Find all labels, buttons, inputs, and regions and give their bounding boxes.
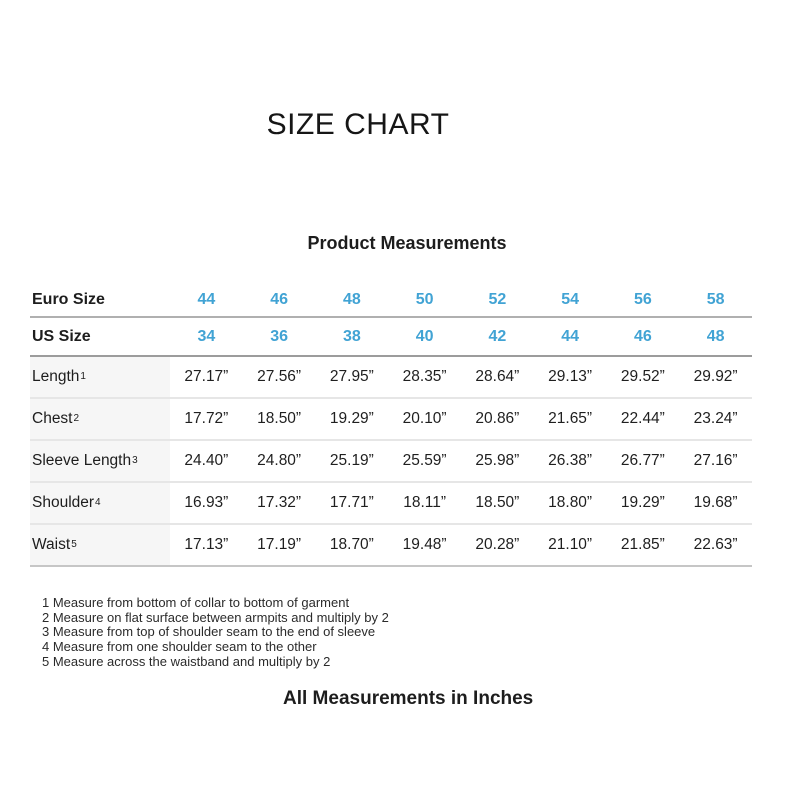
footnote-line: 1 Measure from bottom of collar to bottom of garment [42,595,350,610]
length-value: 27.56” [257,368,302,385]
page-title: SIZE CHART [266,108,450,141]
table-row-waist [30,525,752,567]
us-size-value: 38 [342,327,361,345]
waist-value: 21.85” [620,536,665,553]
sleeve-length-value: 25.19” [329,452,374,469]
waist-value: 19.48” [402,536,447,553]
euro-size-value: 46 [270,290,289,308]
row-label-text: Waist [32,536,71,553]
chest-value: 21.65” [548,410,593,427]
length-value: 29.92” [693,368,738,385]
us-size-value: 46 [633,327,652,345]
table-row-us-size [30,318,752,357]
us-size-value: 48 [706,327,725,345]
footnote-line: 2 Measure on flat surface between armpits and multiply by 2 [42,609,389,625]
euro-size-value: 52 [488,290,507,308]
shoulder-value: 17.32” [257,494,302,511]
sleeve-length-value: 26.38” [548,452,593,469]
table-row-euro-size [30,283,752,318]
euro-size-value: 56 [633,290,652,308]
row-label-euro-size: Euro Size [32,290,105,308]
table-row-chest [30,399,752,441]
shoulder-value: 18.50” [475,494,520,511]
us-size-value: 42 [488,327,507,345]
table-subtitle: Product Measurements [307,233,507,253]
measurement-footnotes [42,596,389,670]
length-value: 29.13” [548,368,593,385]
row-label-text: Sleeve Length [32,452,132,469]
row-label-us-size: US Size [32,327,91,345]
row-label-length: Length 1 [30,357,170,397]
footnote-line: 5 Measure across the waistband and multiply by 2 [42,653,331,669]
row-label-shoulder: Shoulder 4 [30,483,170,523]
waist-value: 21.10” [548,536,593,553]
euro-size-value: 44 [197,290,216,308]
chest-value: 20.10” [402,410,447,427]
chest-value: 18.50” [257,410,302,427]
length-value: 28.35” [402,368,447,385]
us-size-value: 44 [561,327,580,345]
shoulder-value: 18.80” [548,494,593,511]
sleeve-length-value: 24.40” [184,452,229,469]
row-label-text: Shoulder [32,494,95,511]
row-label-text: Chest [32,410,73,427]
us-size-value: 36 [270,327,289,345]
footnote-line: 4 Measure from one shoulder seam to the other [42,639,317,655]
euro-size-value: 54 [561,290,580,308]
euro-size-value: 50 [415,290,434,308]
shoulder-value: 16.93” [184,494,229,511]
chest-value: 22.44” [620,410,665,427]
shoulder-value: 19.29” [620,494,665,511]
shoulder-value: 19.68” [693,494,738,511]
shoulder-value: 18.11” [403,494,447,511]
length-value: 29.52” [620,368,665,385]
table-row-sleeve-length [30,441,752,483]
row-label-sleeve-length: Sleeve Length 3 [30,441,170,481]
waist-value: 17.19” [257,536,302,553]
sleeve-length-value: 25.59” [402,452,447,469]
table-row-length [30,357,752,399]
length-value: 27.17” [184,368,229,385]
chest-value: 23.24” [693,410,738,427]
row-label-waist: Waist 5 [30,525,170,565]
waist-value: 18.70” [329,536,374,553]
us-size-value: 34 [197,327,216,345]
sleeve-length-value: 27.16” [693,452,738,469]
sleeve-length-value: 24.80” [257,452,302,469]
us-size-value: 40 [415,327,434,345]
footnote-line: 3 Measure from top of shoulder seam to the end of sleeve [42,624,376,640]
waist-value: 20.28” [475,536,520,553]
waist-value: 22.63” [693,536,738,553]
row-label-text: Length [32,368,80,385]
euro-size-value: 58 [706,290,725,308]
chest-value: 17.72” [184,410,229,427]
table-row-shoulder [30,483,752,525]
size-chart-table [30,283,752,567]
length-value: 27.95” [329,368,374,385]
row-label-chest: Chest 2 [30,399,170,439]
chest-value: 19.29” [329,410,374,427]
shoulder-value: 17.71” [329,494,374,511]
sleeve-length-value: 25.98” [475,452,520,469]
chest-value: 20.86” [475,410,520,427]
waist-value: 17.13” [184,536,229,553]
length-value: 28.64” [475,368,520,385]
sleeve-length-value: 26.77” [620,452,665,469]
euro-size-value: 48 [342,290,361,308]
units-note: All Measurements in Inches [283,688,534,709]
